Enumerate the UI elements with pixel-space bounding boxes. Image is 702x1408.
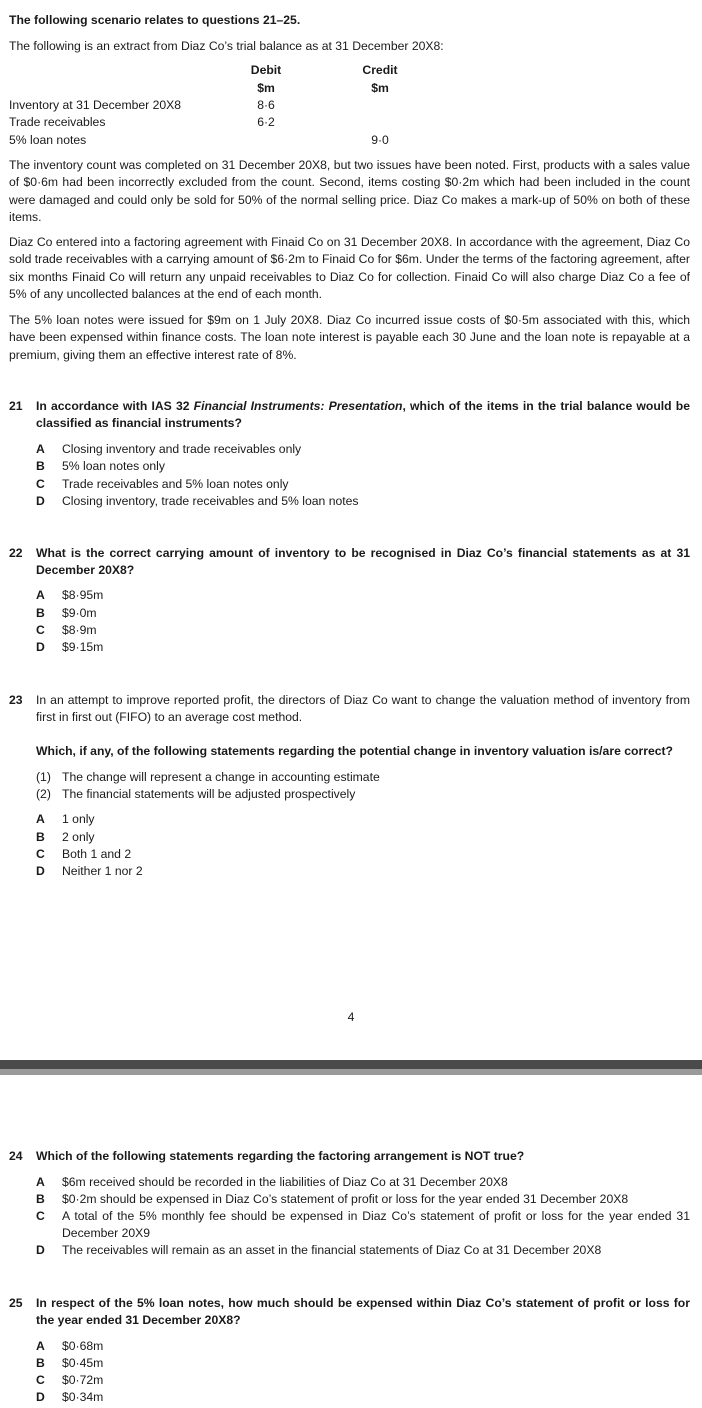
question-text-part: , which of the items in the trial balance would be classified as financial instruments?	[36, 399, 691, 431]
option-text: $0·72m	[62, 1373, 104, 1387]
page-separator	[0, 1060, 702, 1069]
row-debit: 6·2	[257, 115, 275, 129]
credit-unit: $m	[371, 81, 389, 95]
option-letter: D	[36, 1243, 45, 1257]
debit-unit: $m	[257, 81, 275, 95]
page-bottom	[0, 1075, 702, 1408]
option-letter: C	[36, 1373, 45, 1387]
statement-text: The financial statements will be adjusted prospectively	[62, 787, 356, 801]
statement-text: The change will represent a change in accounting estimate	[62, 770, 380, 784]
option-text: 1 only	[62, 812, 95, 826]
standard-title: Financial Instruments: Presentation	[193, 399, 403, 413]
option-letter: A	[36, 812, 45, 826]
option-letter: B	[36, 606, 45, 620]
row-label: 5% loan notes	[9, 133, 87, 147]
scenario-paragraph-factoring: Diaz Co entered into a factoring agreement with Finaid Co on 31 December 20X8. In accordance with the agreement, Diaz Co sold trade receivables with a carrying amount of $6·2m to Finaid Co for $6m. Under the terms of the factoring agreement, after six months Finaid Co will return any unpaid receivables to Diaz Co for collection. Finaid Co will also charge Diaz Co a fee of 5% of any uncollected balances at the end of each month.	[9, 235, 690, 302]
question-text: Which, if any, of the following statements regarding the potential change in inventory valuation is/are correct?	[36, 744, 674, 758]
statement-number: (2)	[36, 787, 51, 801]
option-letter: D	[36, 864, 45, 878]
option-letter: A	[36, 1175, 45, 1189]
row-debit: 8·6	[257, 98, 275, 112]
scenario-paragraph-inventory: The inventory count was completed on 31 December 20X8, but two issues have been noted. First, products with a sales value of $0·6m had been incorrectly excluded from the count. Second, items costing $0·2m which had been included in the count were damaged and could only be sold for 50% of the normal selling price. Diaz Co makes a mark-up of 50% on both of these items.	[9, 158, 690, 225]
question-number: 21	[9, 399, 23, 413]
credit-header: Credit	[362, 63, 398, 77]
option-text: $6m received should be recorded in the liabilities of Diaz Co at 31 December 20X8	[62, 1175, 508, 1189]
option-text: 2 only	[62, 830, 95, 844]
question-text: What is the correct carrying amount of inventory to be recognised in Diaz Co’s financial statements as at 31 December 20X8?	[36, 546, 690, 578]
option-letter: D	[36, 494, 45, 508]
option-letter: C	[36, 623, 45, 637]
option-text: $9·15m	[62, 640, 104, 654]
option-letter: C	[36, 1209, 45, 1223]
question-text	[36, 398, 690, 433]
question-number: 23	[9, 693, 23, 707]
question-text: Which of the following statements regarding the factoring arrangement is NOT true?	[36, 1149, 525, 1163]
scenario-intro: The following is an extract from Diaz Co’s trial balance as at 31 December 20X8:	[9, 39, 444, 53]
option-text: 5% loan notes only	[62, 459, 165, 473]
option-letter: B	[36, 459, 45, 473]
question-context: In an attempt to improve reported profit, the directors of Diaz Co want to change the valuation method of inventory from first in first out (FIFO) to an average cost method.	[36, 693, 690, 725]
option-text: Closing inventory, trade receivables and 5% loan notes	[62, 494, 359, 508]
option-text: $0·45m	[62, 1356, 104, 1370]
option-text: A total of the 5% monthly fee should be expensed in Diaz Co’s statement of profit or loss for the year ended 31 December 20X9	[62, 1209, 690, 1241]
row-credit: 9·0	[371, 133, 389, 147]
option-text: $9·0m	[62, 606, 97, 620]
option-letter: B	[36, 1356, 45, 1370]
option-letter: D	[36, 1390, 45, 1404]
option-text: Trade receivables and 5% loan notes only	[62, 477, 289, 491]
row-label: Trade receivables	[9, 115, 106, 129]
question-text-part: In accordance with IAS 32	[36, 399, 194, 413]
option-text: Closing inventory and trade receivables only	[62, 442, 302, 456]
option-letter: D	[36, 640, 45, 654]
debit-header: Debit	[250, 63, 282, 77]
option-text: Neither 1 nor 2	[62, 864, 143, 878]
scenario-paragraph-loan-notes: The 5% loan notes were issued for $9m on 1 July 20X8. Diaz Co incurred issue costs of $0·5m associated with this, which have been expensed within finance costs. The loan note interest is payable each 30 June and the loan note is repayable at a premium, giving them an effective interest rate of 8%.	[9, 313, 690, 362]
row-label: Inventory at 31 December 20X8	[9, 98, 182, 112]
question-number: 25	[9, 1296, 23, 1310]
option-letter: A	[36, 442, 45, 456]
question-text: In respect of the 5% loan notes, how much should be expensed within Diaz Co’s statement of profit or loss for the year ended 31 December 20X8?	[36, 1296, 690, 1328]
option-text: $8·95m	[62, 588, 104, 602]
question-number: 22	[9, 546, 23, 560]
option-letter: C	[36, 847, 45, 861]
option-text: $0·2m should be expensed in Diaz Co’s statement of profit or loss for the year ended 31 December 20X8	[62, 1192, 629, 1206]
option-text: $0·68m	[62, 1339, 104, 1353]
option-text: $8·9m	[62, 623, 97, 637]
question-number: 24	[9, 1149, 23, 1163]
option-letter: B	[36, 1192, 45, 1206]
statement-number: (1)	[36, 770, 51, 784]
option-text: The receivables will remain as an asset in the financial statements of Diaz Co at 31 December 20X8	[62, 1243, 602, 1257]
option-letter: B	[36, 830, 45, 844]
option-letter: A	[36, 588, 45, 602]
option-text: Both 1 and 2	[62, 847, 132, 861]
option-letter: A	[36, 1339, 45, 1353]
option-text: $0·34m	[62, 1390, 104, 1404]
page-number: 4	[347, 1010, 355, 1024]
option-letter: C	[36, 477, 45, 491]
scenario-heading: The following scenario relates to questions 21–25.	[9, 13, 301, 27]
